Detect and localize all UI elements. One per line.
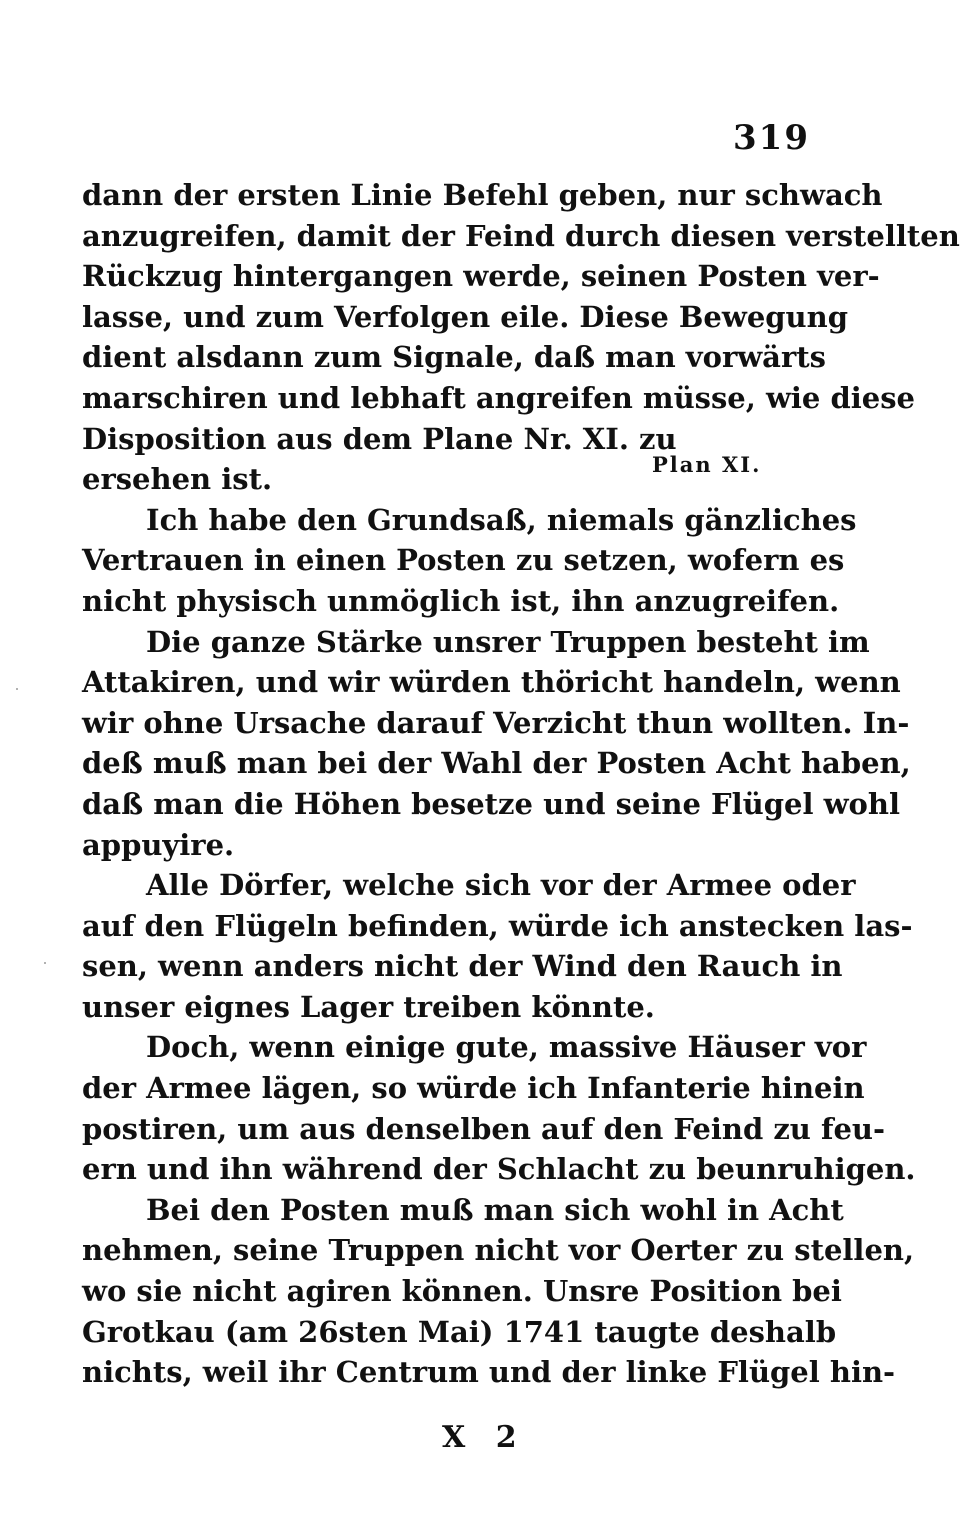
text-line: Ich habe den Grundsaß, niemals gänzliches <box>146 502 857 537</box>
text-line: dient alsdann zum Signale, daß man vorwärts <box>82 340 826 375</box>
text-line: dann der ersten Linie Befehl geben, nur schwach <box>82 178 883 212</box>
paper-speck <box>44 962 46 964</box>
text-line: anzugreifen, damit der Feind durch diesen verstellten <box>82 218 960 253</box>
body-text <box>82 175 960 1393</box>
marginal-note: Plan XI. <box>652 452 762 477</box>
text-line: lasse, und zum Verfolgen eile. Diese Bewegung <box>82 299 849 334</box>
text-line: Grotkau (am 26sten Mai) 1741 taugte deshalb <box>82 1314 837 1349</box>
text-line: unser eignes Lager treiben könnte. <box>82 989 655 1024</box>
text-line: deß muß man bei der Wahl der Posten Acht haben, <box>82 746 911 781</box>
text-line: wo sie nicht agiren können. Unsre Position bei <box>82 1274 842 1309</box>
text-line: Attakiren, und wir würden thöricht handeln, wenn <box>82 665 901 700</box>
signature-mark: X 2 <box>442 1420 527 1455</box>
paper-speck <box>16 688 18 690</box>
text-line: ern und ihn während der Schlacht zu beunruhigen. <box>82 1152 916 1187</box>
text-line: auf den Flügeln befinden, würde ich anstecken las- <box>82 908 913 943</box>
text-line: der Armee lägen, so würde ich Infanterie hinein <box>82 1071 865 1106</box>
text-line: nehmen, seine Truppen nicht vor Oerter zu stellen, <box>82 1233 915 1268</box>
text-line: Disposition aus dem Plane Nr. XI. zu <box>82 421 677 456</box>
text-line: Bei den Posten muß man sich wohl in Acht <box>146 1192 844 1227</box>
text-line: Doch, wenn einige gute, massive Häuser vor <box>146 1030 867 1065</box>
text-line: daß man die Höhen besetze und seine Flügel wohl <box>82 786 900 821</box>
text-line: postiren, um aus denselben auf den Feind zu feu- <box>82 1111 886 1146</box>
text-line: Die ganze Stärke unsrer Truppen besteht im <box>146 624 870 659</box>
text-line: Vertrauen in einen Posten zu setzen, wofern es <box>82 543 845 578</box>
text-line: Rückzug hintergangen werde, seinen Posten ver- <box>82 259 880 294</box>
text-line: sen, wenn anders nicht der Wind den Rauch in <box>82 949 843 984</box>
text-line: wir ohne Ursache darauf Verzicht thun wollten. In- <box>82 705 910 740</box>
text-line: nicht physisch unmöglich ist, ihn anzugreifen. <box>82 583 840 618</box>
page-number: 319 <box>733 118 810 158</box>
text-line: nichts, weil ihr Centrum und der linke Flügel hin- <box>82 1355 896 1390</box>
text-line: marschiren und lebhaft angreifen müsse, wie diese <box>82 380 915 415</box>
text-line: appuyire. <box>82 827 235 862</box>
text-line: Alle Dörfer, welche sich vor der Armee oder <box>146 868 856 903</box>
text-line: ersehen ist. <box>82 462 273 497</box>
